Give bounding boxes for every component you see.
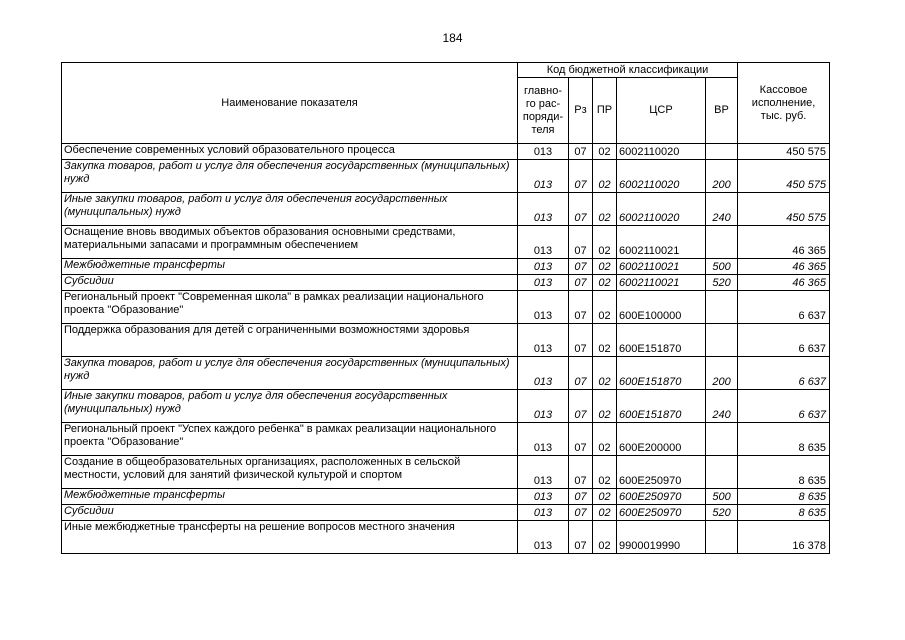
cell-amount: 8 635 — [738, 505, 830, 521]
cell-pr: 02 — [593, 505, 617, 521]
cell-csr: 600E250970 — [617, 505, 706, 521]
header-name: Наименование показателя — [62, 63, 518, 144]
cell-glav: 013 — [518, 259, 569, 275]
cell-rz: 07 — [569, 324, 593, 357]
cell-name: Иные закупки товаров, работ и услуг для обеспечения государственных (муниципальных) нужд — [62, 390, 518, 423]
cell-amount: 6 637 — [738, 390, 830, 423]
cell-amount: 46 365 — [738, 226, 830, 259]
cell-glav: 013 — [518, 275, 569, 291]
cell-glav: 013 — [518, 160, 569, 193]
cell-pr: 02 — [593, 423, 617, 456]
cell-csr: 600E100000 — [617, 291, 706, 324]
table-row — [62, 291, 830, 324]
cell-csr: 6002110021 — [617, 226, 706, 259]
cell-amount: 46 365 — [738, 259, 830, 275]
table-body — [62, 144, 830, 554]
table-row — [62, 423, 830, 456]
table-row — [62, 259, 830, 275]
cell-glav: 013 — [518, 226, 569, 259]
cell-csr: 600E250970 — [617, 489, 706, 505]
cell-rz: 07 — [569, 160, 593, 193]
cell-csr: 6002110020 — [617, 193, 706, 226]
cell-rz: 07 — [569, 259, 593, 275]
cell-amount: 450 575 — [738, 144, 830, 160]
cell-rz: 07 — [569, 291, 593, 324]
header-vr: ВР — [706, 78, 738, 144]
cell-pr: 02 — [593, 324, 617, 357]
cell-pr: 02 — [593, 291, 617, 324]
cell-name: Закупка товаров, работ и услуг для обеспечения государственных (муниципальных) нужд — [62, 160, 518, 193]
cell-vr: 200 — [706, 160, 738, 193]
table-row — [62, 456, 830, 489]
cell-csr: 6002110020 — [617, 160, 706, 193]
cell-glav: 013 — [518, 521, 569, 554]
table-row — [62, 521, 830, 554]
table-row — [62, 193, 830, 226]
cell-glav: 013 — [518, 291, 569, 324]
table-row — [62, 357, 830, 390]
cell-amount: 450 575 — [738, 193, 830, 226]
cell-rz: 07 — [569, 193, 593, 226]
cell-vr — [706, 456, 738, 489]
cell-vr — [706, 521, 738, 554]
cell-csr: 600E250970 — [617, 456, 706, 489]
cell-csr: 9900019990 — [617, 521, 706, 554]
cell-name: Обеспечение современных условий образовательного процесса — [62, 144, 518, 160]
table-row — [62, 144, 830, 160]
cell-rz: 07 — [569, 390, 593, 423]
table-row — [62, 275, 830, 291]
cell-glav: 013 — [518, 390, 569, 423]
cell-amount: 8 635 — [738, 456, 830, 489]
header-csr: ЦСР — [617, 78, 706, 144]
cell-amount: 16 378 — [738, 521, 830, 554]
table-row — [62, 160, 830, 193]
table-row — [62, 226, 830, 259]
cell-rz: 07 — [569, 275, 593, 291]
budget-table — [61, 62, 830, 554]
cell-vr — [706, 144, 738, 160]
cell-rz: 07 — [569, 423, 593, 456]
cell-glav: 013 — [518, 324, 569, 357]
cell-vr: 500 — [706, 489, 738, 505]
table-row — [62, 505, 830, 521]
header-kbk: Код бюджетной классификации — [518, 63, 738, 78]
cell-pr: 02 — [593, 357, 617, 390]
cell-amount: 6 637 — [738, 291, 830, 324]
cell-name: Региональный проект "Успех каждого ребенка" в рамках реализации национального проекта "Образование" — [62, 423, 518, 456]
cell-csr: 6002110021 — [617, 275, 706, 291]
cell-name: Иные закупки товаров, работ и услуг для обеспечения государственных (муниципальных) нужд — [62, 193, 518, 226]
cell-glav: 013 — [518, 193, 569, 226]
cell-glav: 013 — [518, 489, 569, 505]
cell-name: Субсидии — [62, 275, 518, 291]
cell-amount: 6 637 — [738, 324, 830, 357]
cell-vr — [706, 291, 738, 324]
cell-name: Создание в общеобразовательных организациях, расположенных в сельской местности, условий для занятий физической культурой и спортом — [62, 456, 518, 489]
cell-csr: 600E200000 — [617, 423, 706, 456]
cell-rz: 07 — [569, 226, 593, 259]
cell-name: Иные межбюджетные трансферты на решение вопросов местного значения — [62, 521, 518, 554]
cell-pr: 02 — [593, 390, 617, 423]
cell-amount: 450 575 — [738, 160, 830, 193]
cell-csr: 6002110020 — [617, 144, 706, 160]
cell-glav: 013 — [518, 505, 569, 521]
table-row — [62, 390, 830, 423]
header-glav: главно-го рас-поряди-теля — [518, 78, 569, 144]
cell-name: Закупка товаров, работ и услуг для обеспечения государственных (муниципальных) нужд — [62, 357, 518, 390]
cell-vr: 240 — [706, 193, 738, 226]
cell-csr: 600E151870 — [617, 357, 706, 390]
cell-vr — [706, 423, 738, 456]
cell-vr — [706, 324, 738, 357]
header-pr: ПР — [593, 78, 617, 144]
cell-rz: 07 — [569, 521, 593, 554]
cell-pr: 02 — [593, 259, 617, 275]
cell-vr: 500 — [706, 259, 738, 275]
cell-pr: 02 — [593, 144, 617, 160]
cell-rz: 07 — [569, 456, 593, 489]
page-number: 184 — [442, 31, 463, 45]
cell-glav: 013 — [518, 357, 569, 390]
cell-amount: 8 635 — [738, 489, 830, 505]
cell-csr: 600E151870 — [617, 324, 706, 357]
cell-name: Оснащение вновь вводимых объектов образования основными средствами, материальными запасами и программным обеспечением — [62, 226, 518, 259]
cell-name: Межбюджетные трансферты — [62, 259, 518, 275]
header-amount: Кассовое исполнение, тыс. руб. — [738, 63, 830, 144]
cell-vr — [706, 226, 738, 259]
cell-pr: 02 — [593, 521, 617, 554]
cell-pr: 02 — [593, 489, 617, 505]
cell-amount: 8 635 — [738, 423, 830, 456]
header-row-1 — [62, 63, 830, 78]
cell-glav: 013 — [518, 144, 569, 160]
header-rz: Рз — [569, 78, 593, 144]
cell-name: Субсидии — [62, 505, 518, 521]
cell-amount: 6 637 — [738, 357, 830, 390]
cell-rz: 07 — [569, 505, 593, 521]
cell-name: Региональный проект "Современная школа" в рамках реализации национального проекта "Образование" — [62, 291, 518, 324]
cell-rz: 07 — [569, 357, 593, 390]
cell-pr: 02 — [593, 275, 617, 291]
cell-vr: 240 — [706, 390, 738, 423]
cell-vr: 520 — [706, 505, 738, 521]
cell-pr: 02 — [593, 160, 617, 193]
cell-csr: 600E151870 — [617, 390, 706, 423]
cell-pr: 02 — [593, 193, 617, 226]
cell-vr: 200 — [706, 357, 738, 390]
cell-amount: 46 365 — [738, 275, 830, 291]
cell-vr: 520 — [706, 275, 738, 291]
cell-name: Поддержка образования для детей с ограниченными возможностями здоровья — [62, 324, 518, 357]
cell-glav: 013 — [518, 423, 569, 456]
cell-rz: 07 — [569, 144, 593, 160]
cell-name: Межбюджетные трансферты — [62, 489, 518, 505]
cell-pr: 02 — [593, 226, 617, 259]
cell-pr: 02 — [593, 456, 617, 489]
cell-rz: 07 — [569, 489, 593, 505]
cell-csr: 6002110021 — [617, 259, 706, 275]
table-row — [62, 489, 830, 505]
table-row — [62, 324, 830, 357]
cell-glav: 013 — [518, 456, 569, 489]
